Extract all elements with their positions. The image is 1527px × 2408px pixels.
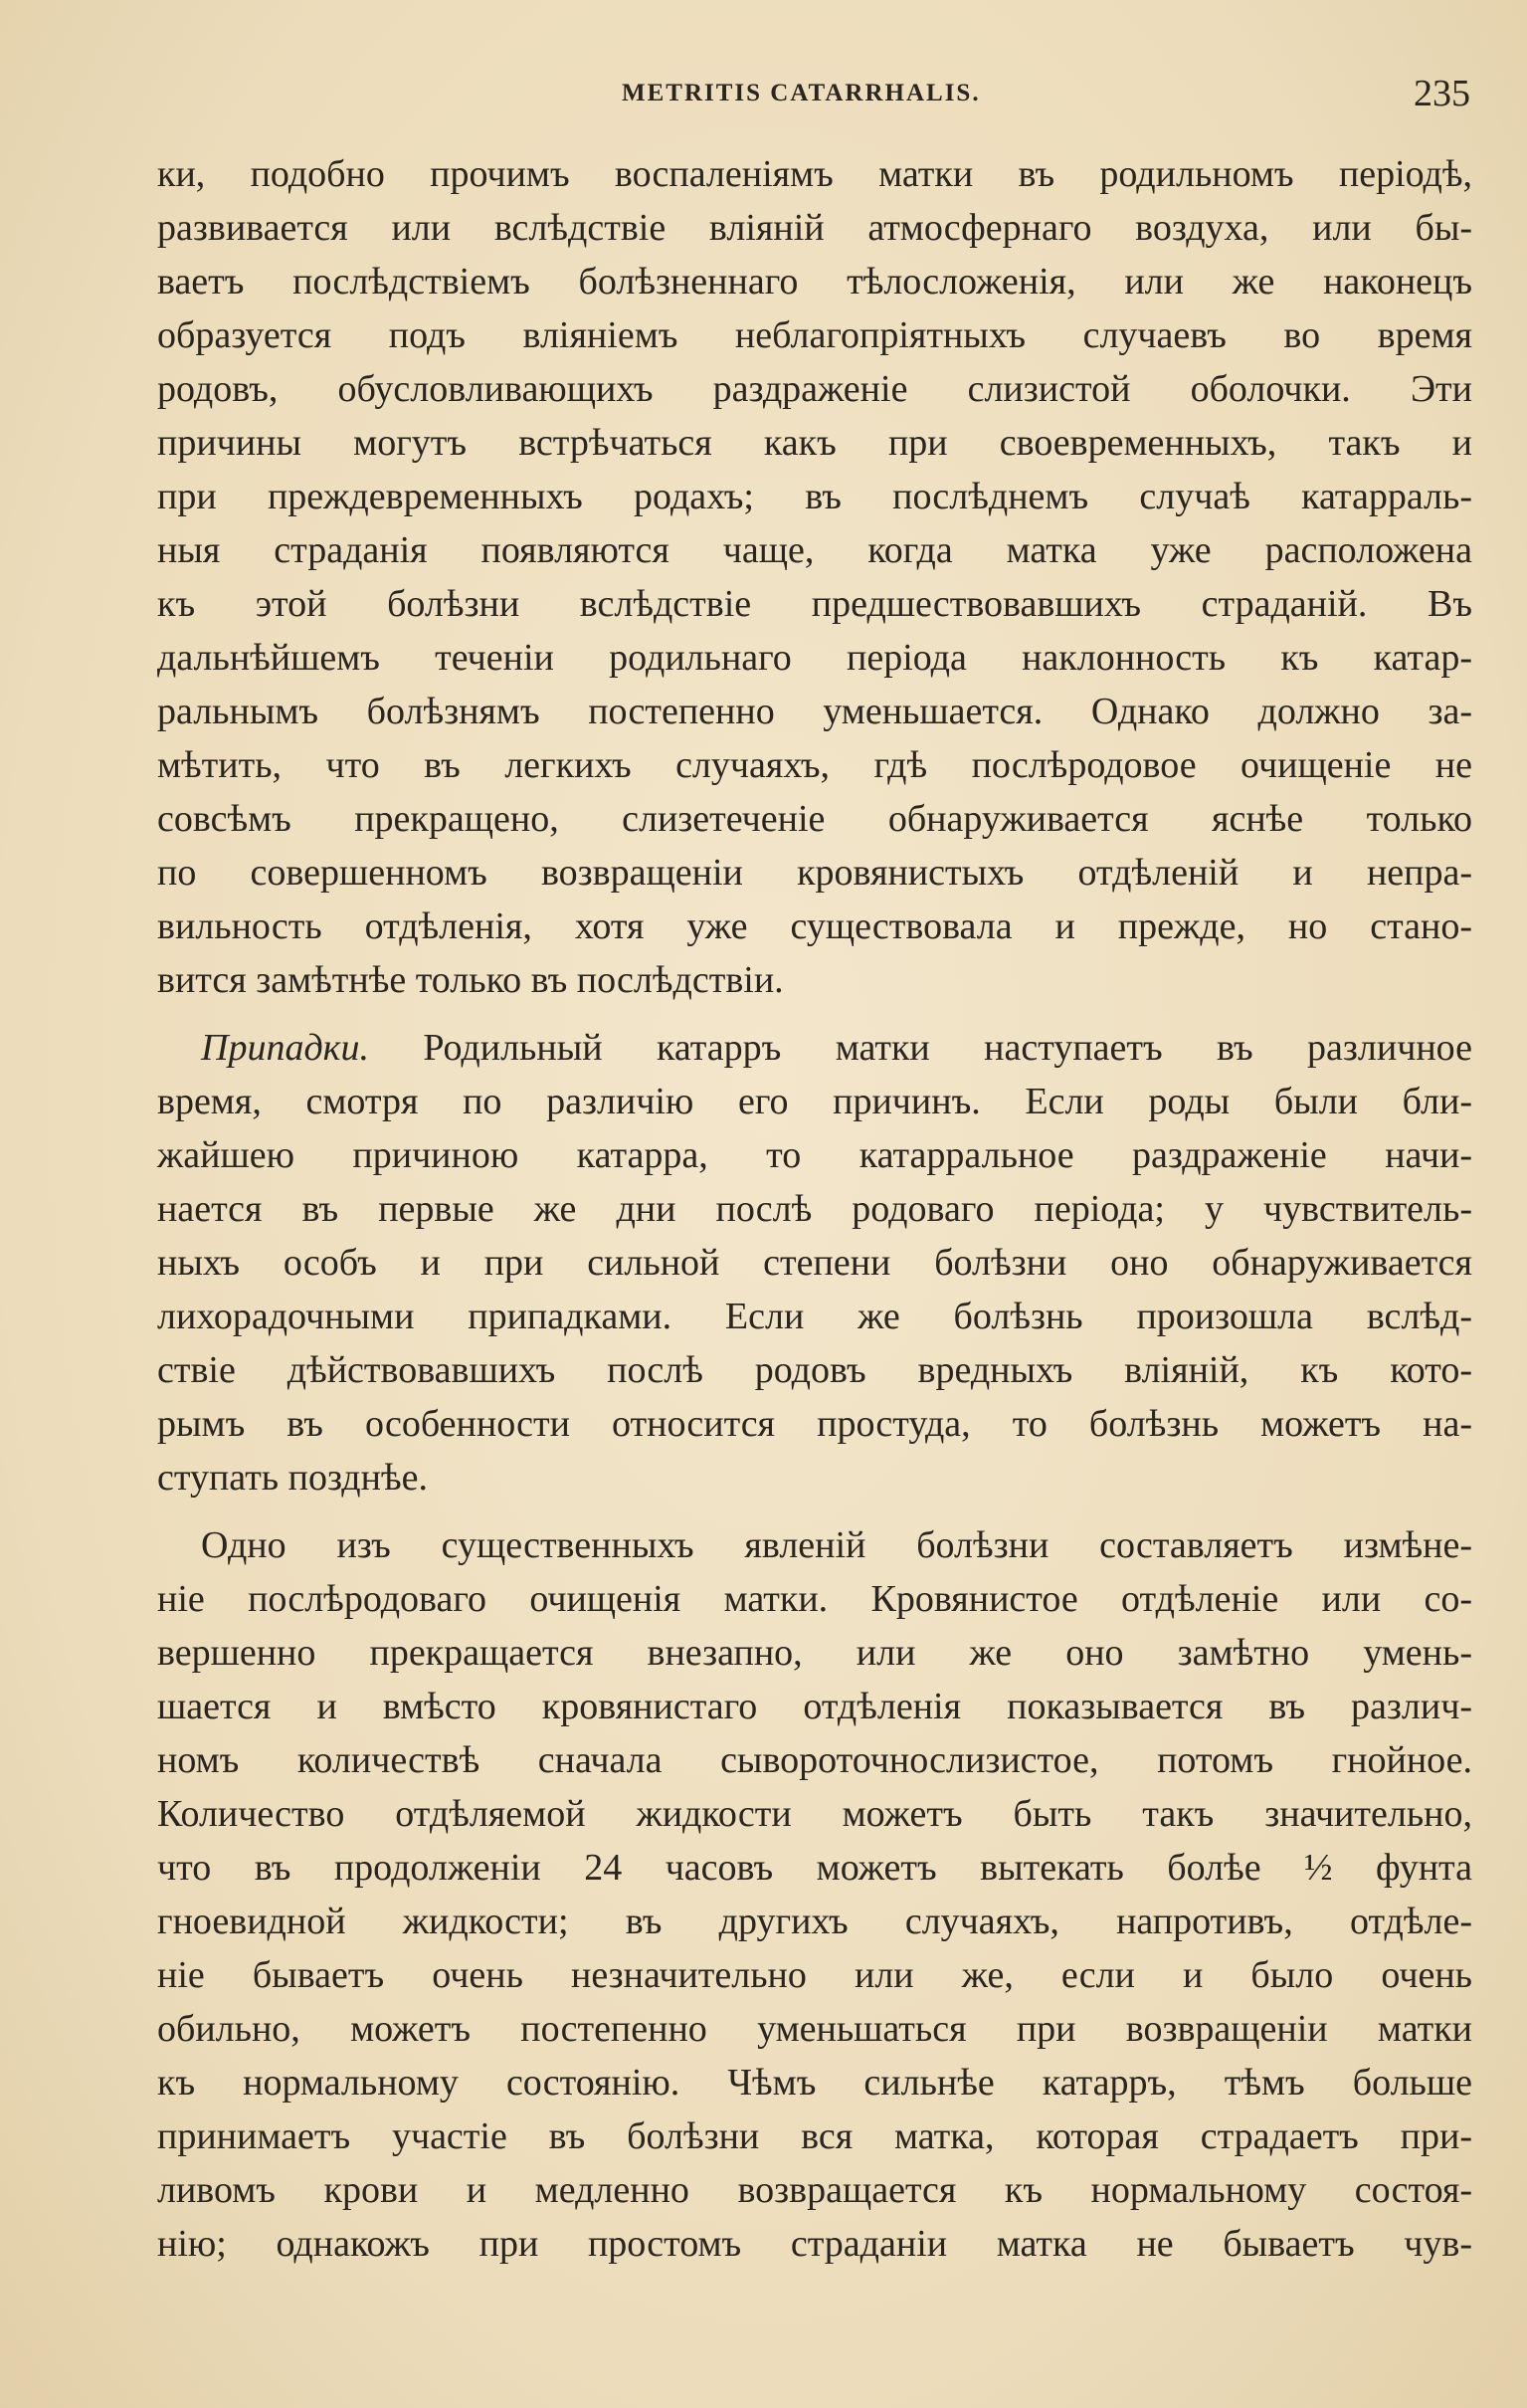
text-line [157, 1021, 1472, 1075]
text-line: ливомъ крови и медленно возвращается къ нормальному состоя- [157, 2169, 1472, 2211]
text-line: ствіе дѣйствовавшихъ послѣ родовъ вредныхъ вліяній, къ кото- [157, 1349, 1472, 1391]
text-line: ральнымъ болѣзнямъ постепенно уменьшается. Однако должно за- [157, 691, 1472, 732]
text-line: ступать позднѣе. [157, 1457, 428, 1499]
paragraph-3 [157, 1518, 1472, 2271]
text-line: рымъ въ особенности относится простуда, то болѣзнь можетъ на- [157, 1403, 1472, 1445]
page-number: 235 [1414, 73, 1470, 114]
text-line: вится замѣтнѣе только въ послѣдствіи. [157, 959, 784, 1001]
text-line: ки, подобно прочимъ воспаленіямъ матки въ родильномъ періодѣ, [157, 153, 1472, 195]
text-line: лихорадочными припадками. Если же болѣзнь произошла вслѣд- [157, 1296, 1472, 1337]
text-line: ніе бываетъ очень незначительно или же, если и было очень [157, 1954, 1472, 1996]
text-line: родовъ, обусловливающихъ раздраженіе слизистой оболочки. Эти [157, 368, 1472, 410]
text-line: развивается или вслѣдствіе вліяній атмосфернаго воздуха, или бы- [157, 207, 1472, 249]
text-line: обильно, можетъ постепенно уменьшаться при возвращеніи матки [157, 2008, 1472, 2050]
text-line: къ этой болѣзни вслѣдствіе предшествовавшихъ страданій. Въ [157, 583, 1472, 625]
text-line: гноевидной жидкости; въ другихъ случаяхъ, напротивъ, отдѣле- [157, 1901, 1472, 1942]
text-line: ваетъ послѣдствіемъ болѣзненнаго тѣлосложенія, или же наконецъ [157, 261, 1472, 302]
text-line: вильность отдѣленія, хотя уже существовала и прежде, но стано- [157, 905, 1472, 947]
text-line: мѣтить, что въ легкихъ случаяхъ, гдѣ послѣродовое очищеніе не [157, 744, 1472, 786]
page-header [159, 72, 1470, 121]
text-line: жайшею причиною катарра, то катарральное раздраженіе начи- [157, 1134, 1472, 1176]
text-line: причины могутъ встрѣчаться какъ при своевременныхъ, такъ и [157, 422, 1472, 464]
text-span: Родильный катарръ матки наступаетъ въ различное [368, 1027, 1472, 1069]
text-line: время, смотря по различію его причинъ. Если роды были бли- [157, 1081, 1472, 1122]
text-line: совсѣмъ прекращено, слизетеченіе обнаруживается яснѣе только [157, 798, 1472, 840]
text-line: образуется подъ вліяніемъ неблагопріятныхъ случаевъ во время [157, 314, 1472, 356]
text-line: нію; однакожъ при простомъ страданіи матка не бываетъ чув- [157, 2223, 1472, 2265]
text-line: при преждевременныхъ родахъ; въ послѣднемъ случаѣ катарраль- [157, 476, 1472, 517]
text-line: шается и вмѣсто кровянистаго отдѣленія показывается въ различ- [157, 1686, 1472, 1727]
text-line: принимаетъ участіе въ болѣзни вся матка, которая страдаетъ при- [157, 2115, 1472, 2157]
text-line: Количество отдѣляемой жидкости можетъ быть такъ значительно, [157, 1793, 1472, 1835]
text-line: къ нормальному состоянію. Чѣмъ сильнѣе катарръ, тѣмъ больше [157, 2062, 1472, 2104]
paragraph-2 [157, 1021, 1472, 1505]
section-lead: Припадки. [201, 1027, 369, 1069]
text-line: ніе послѣродоваго очищенія матки. Кровянистое отдѣленіе или со- [157, 1578, 1472, 1620]
running-head: METRITIS CATARRHALIS. [622, 80, 981, 106]
text-line: по совершенномъ возвращеніи кровянистыхъ отдѣленій и непра- [157, 852, 1472, 894]
text-line: дальнѣйшемъ теченіи родильнаго періода наклонность къ катар- [157, 637, 1472, 679]
text-line: что въ продолженіи 24 часовъ можетъ вытекать болѣе ½ фунта [157, 1847, 1472, 1889]
text-line: вершенно прекращается внезапно, или же оно замѣтно умень- [157, 1632, 1472, 1674]
text-line: Одно изъ существенныхъ явленій болѣзни составляетъ измѣне- [201, 1524, 1472, 1566]
text-line: номъ количествѣ сначала сывороточнослизистое, потомъ гнойное. [157, 1739, 1472, 1781]
paragraph-1 [157, 147, 1472, 1007]
text-line: ныя страданія появляются чаще, когда матка уже расположена [157, 529, 1472, 571]
body-text [157, 147, 1472, 2271]
text-line: ныхъ особъ и при сильной степени болѣзни оно обнаруживается [157, 1242, 1472, 1284]
text-line: нается въ первые же дни послѣ родоваго періода; у чувствитель- [157, 1188, 1472, 1230]
